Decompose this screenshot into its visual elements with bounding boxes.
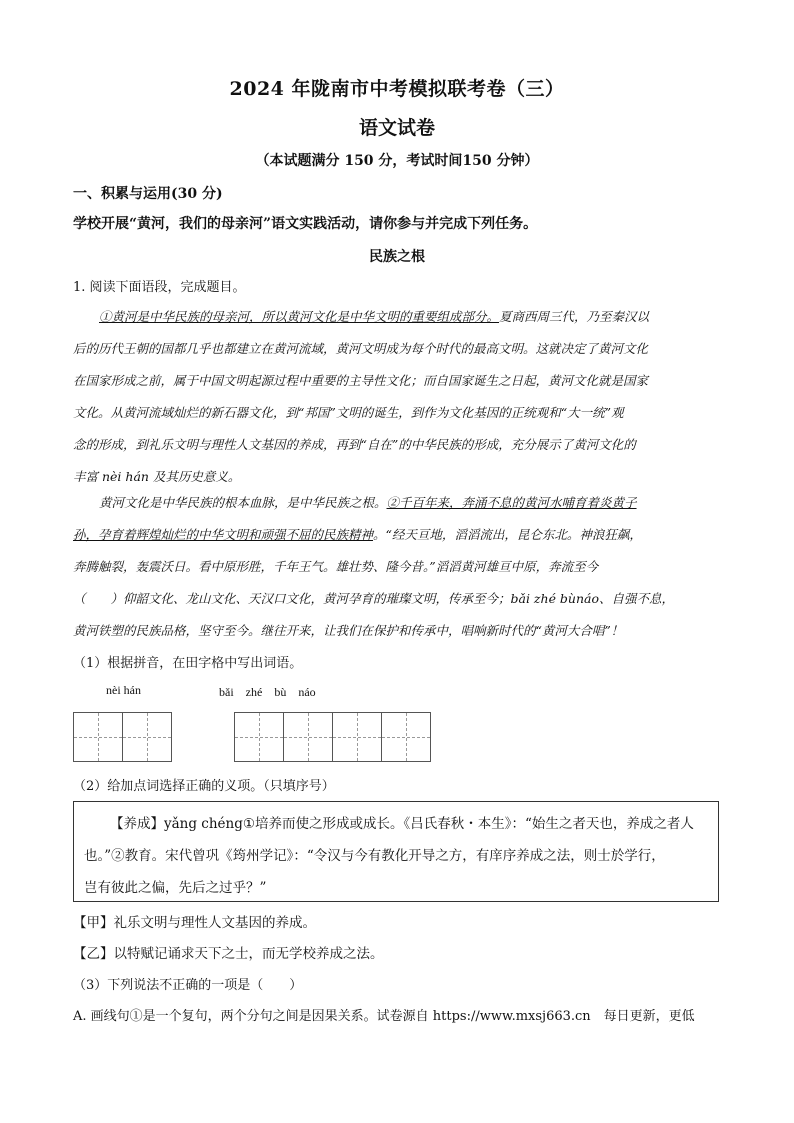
- sub-question-1: （1）根据拼音，在田字格中写出词语。: [73, 656, 303, 671]
- question-1-prompt: 1. 阅读下面语段，完成题目。: [73, 280, 246, 295]
- underlined-sentence-1: ①黄河是中华民族的母亲河，所以黄河文化是中华文明的重要组成部分。: [99, 309, 500, 324]
- passage-line: 后的历代王朝的国都几乎也都建立在黄河流域，黄河文明成为每个时代的最高文明。这就决定了黄河文化: [73, 341, 649, 356]
- definition-line: 也。”②教育。宋代曾巩《筠州学记》：“令汉与今有教化开导之方，有庠序养成之法，则士於学行，: [84, 848, 665, 864]
- exam-note: （本试题满分 150 分，考试时间150 分钟）: [255, 153, 539, 169]
- item-jia: 【甲】礼乐文明与理性人文基因的养成。: [73, 915, 316, 931]
- section-heading: 一、积累与运用(30 分): [73, 186, 223, 202]
- passage-text: 夏商西周三代，乃至秦汉以: [499, 309, 650, 324]
- definition-line: 岂有彼此之偏，先后之过乎？”: [84, 880, 267, 896]
- underlined-sentence-2-cont: 孙，孕育着辉煌灿烂的中华文明和顽强不屈的民族精神: [73, 527, 374, 542]
- item-yi: 【乙】以特赋记诵求天下之士，而无学校养成之法。: [73, 946, 384, 962]
- grid-cell[interactable]: [284, 713, 333, 761]
- grid-cell[interactable]: [123, 713, 171, 761]
- task-description: 学校开展“黄河，我们的母亲河”语文实践活动，请你参与并完成下列任务。: [73, 216, 538, 232]
- passage-line: （ ）仰韶文化、龙山文化、天汉口文化，黄河孕育的璀璨文明，传承至今；bǎi zhé bùnáo、自强不息，: [73, 591, 675, 606]
- option-a: A. 画线句①是一个复句，两个分句之间是因果关系。试卷源自 https://www.mxsj663.cn 每日更新，更低: [73, 1009, 695, 1024]
- passage-line: 在国家形成之前，属于中国文明起源过程中重要的主导性文化；而自国家诞生之日起，黄河文化就是国家: [73, 373, 649, 388]
- passage-text: 。“经天亘地，滔滔流出，昆仑东北。神浪狂飙，: [373, 527, 642, 542]
- passage-paragraph-1: [73, 301, 723, 493]
- passage-line: 丰富 nèi hán 及其历史意义。: [73, 469, 241, 484]
- definition-box: [73, 801, 719, 902]
- grid-cell[interactable]: [333, 713, 382, 761]
- grid-cell[interactable]: [382, 713, 430, 761]
- definition-line: 【养成】yǎng chéng①培养而使之形成或成长。《吕氏春秋・本生》：“始生之者天也，养成之者人: [110, 816, 694, 832]
- passage-line: 文化。从黄河流域灿烂的新石器文化，到“邦国”文明的诞生，到作为文化基因的正统观和“大一统”观: [73, 405, 624, 420]
- sub-question-2: （2）给加点词选择正确的义项。（只填序号）: [73, 779, 335, 794]
- exam-title: 2024 年陇南市中考模拟联考卷（三）: [229, 78, 565, 100]
- grid-cell[interactable]: [235, 713, 284, 761]
- passage-line: 奔腾触裂，轰震沃日。看中原形胜，千年王气。雄壮势、隆今昔。”滔滔黄河雄亘中原，奔流至今: [73, 559, 599, 574]
- exam-subtitle: 语文试卷: [358, 117, 435, 139]
- passage-line: 黄河铁塑的民族品格，坚守至今。继往开来，让我们在保护和传承中，唱响新时代的“黄河大合唱”！: [73, 623, 624, 638]
- pinyin-label-2: bǎi zhé bù náo: [219, 685, 316, 699]
- grid-cell[interactable]: [74, 713, 123, 761]
- underlined-sentence-2: ②千百年来，奔涌不息的黄河水哺育着炎黄子: [386, 495, 637, 510]
- tianzige-grid-1[interactable]: [73, 712, 172, 762]
- sub-question-3: （3）下列说法不正确的一项是（ ）: [73, 978, 303, 993]
- passage-text: 黄河文化是中华民族的根本血脉，是中华民族之根。: [99, 495, 387, 510]
- part-title: 民族之根: [369, 249, 425, 265]
- passage-paragraph-2: [73, 487, 723, 647]
- tianzige-grid-2[interactable]: [234, 712, 431, 762]
- passage-line: 念的形成，到礼乐文明与理性人文基因的养成，再到“自在”的中华民族的形成，充分展示了黄河文化的: [73, 437, 636, 452]
- pinyin-label-1: nèi hán: [106, 683, 141, 697]
